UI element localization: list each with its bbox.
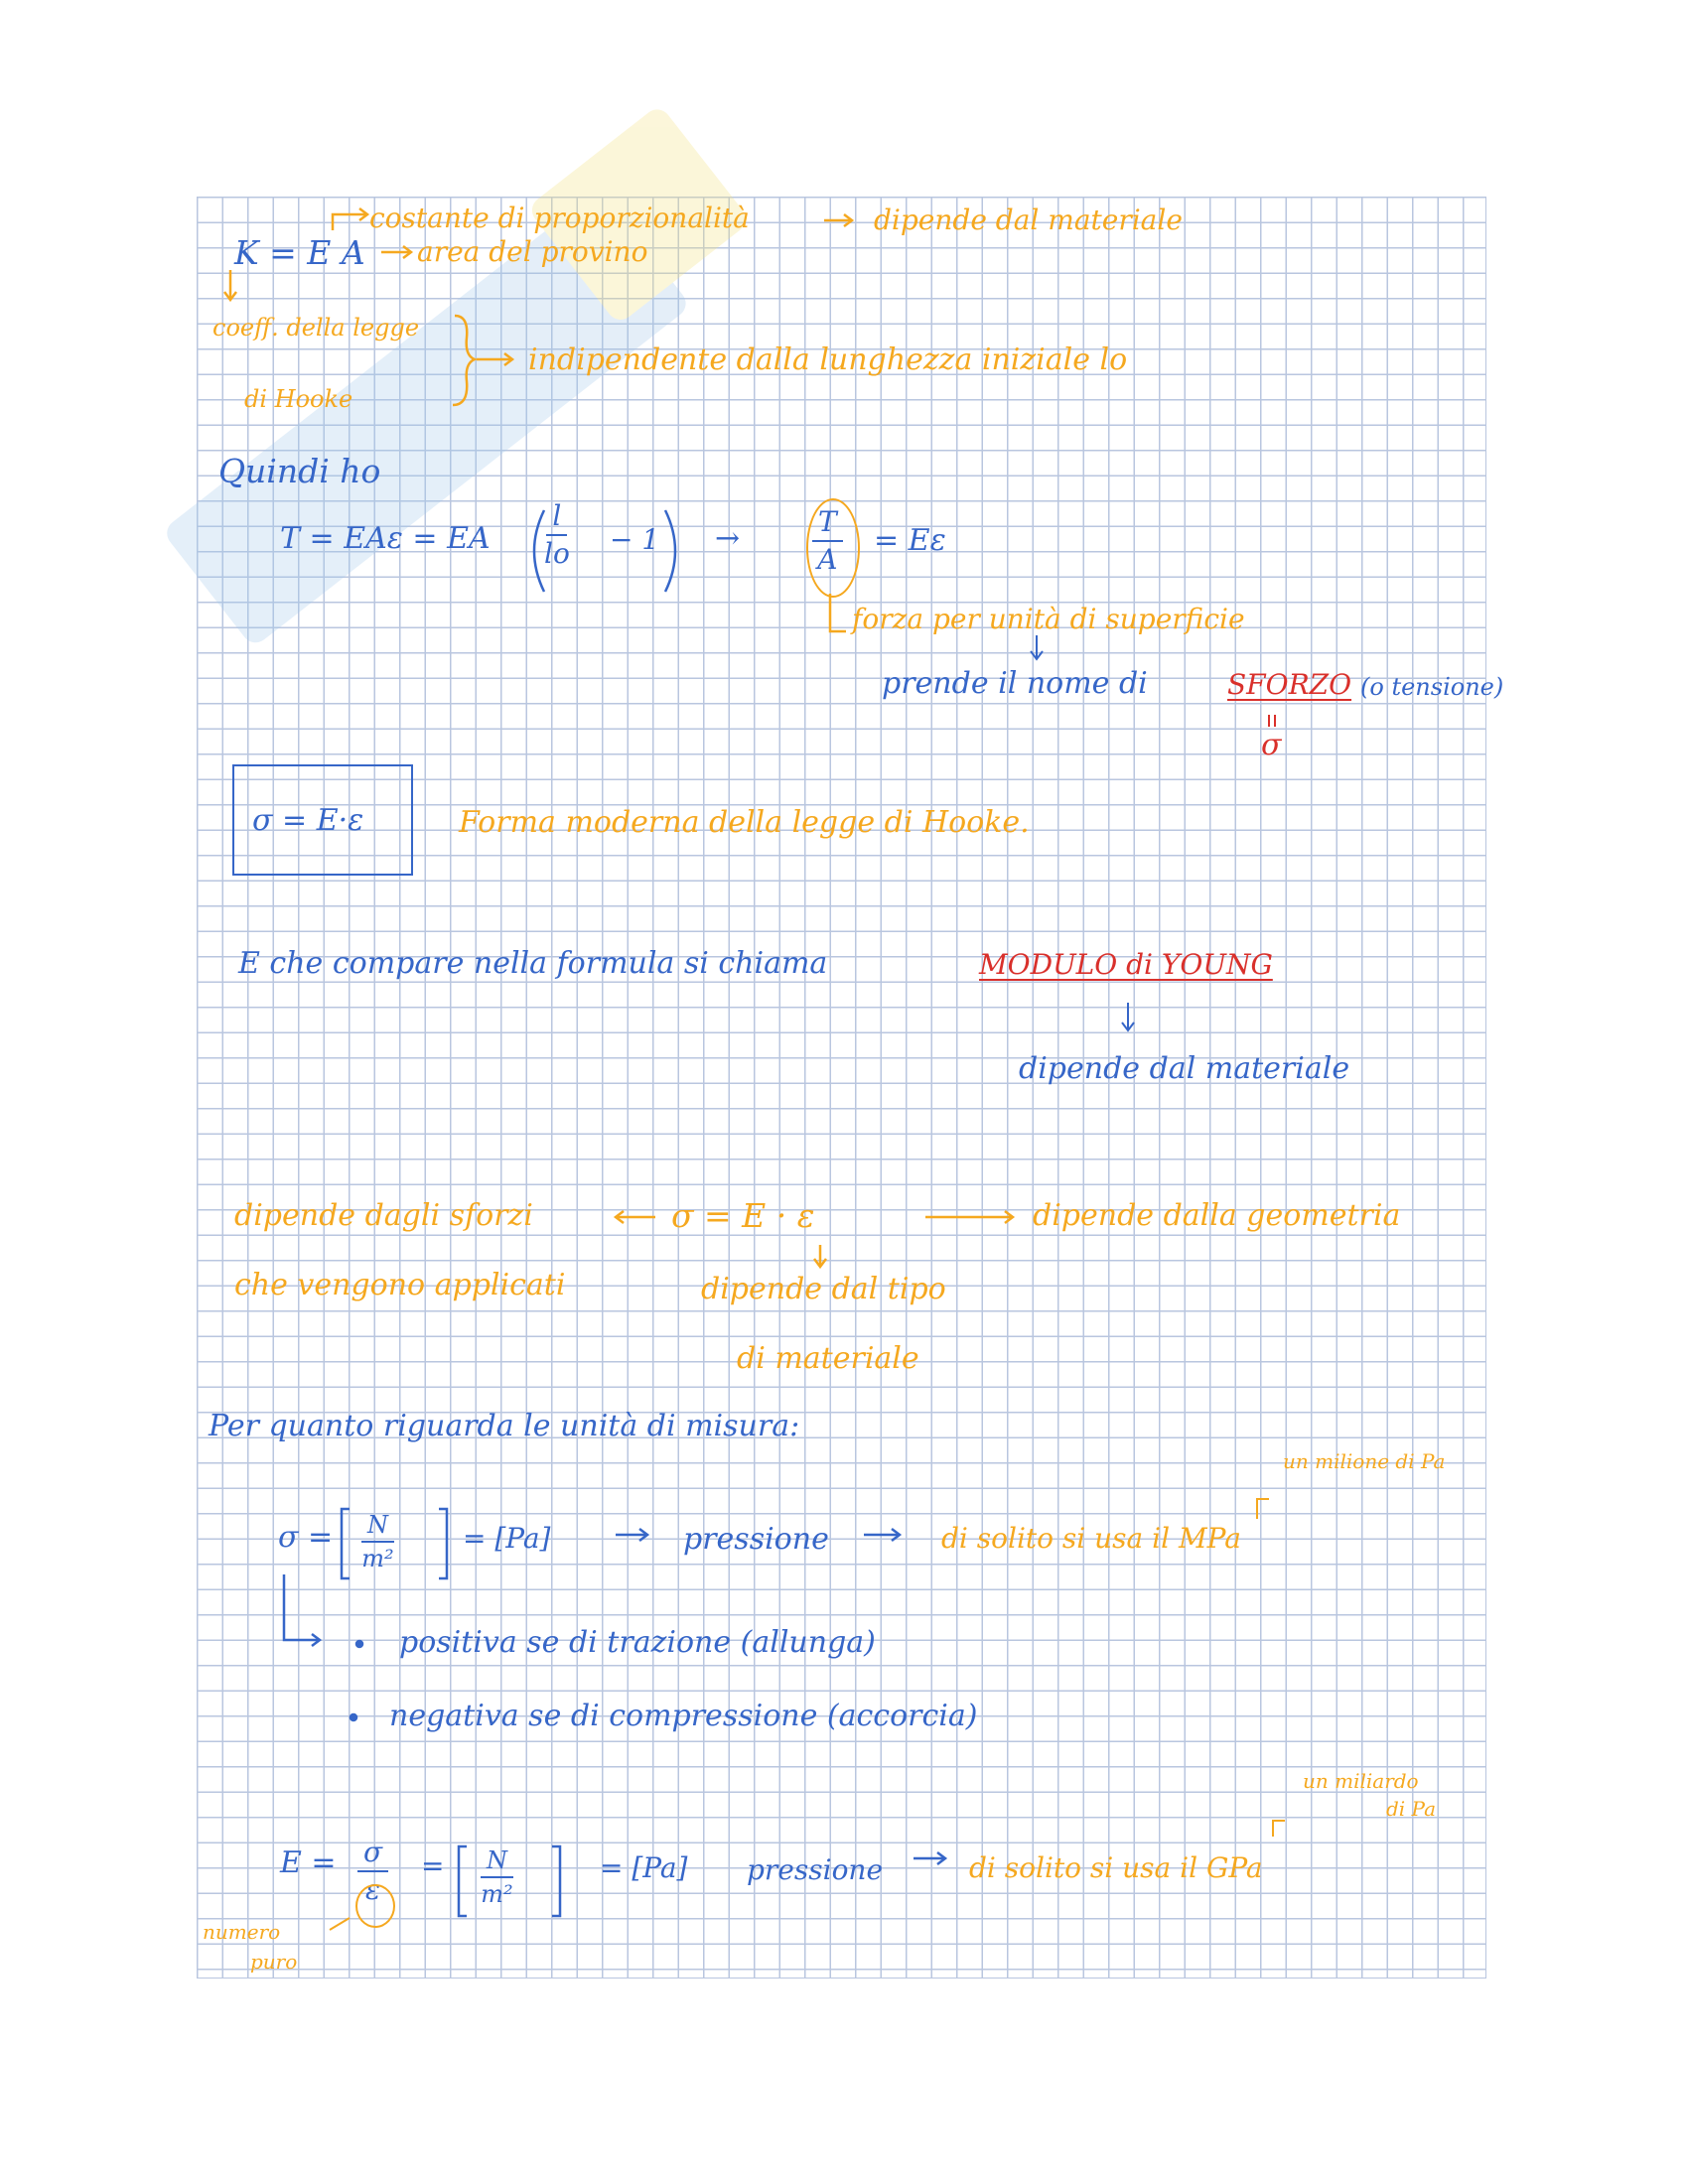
dep-formula: σ = E · ε — [671, 1196, 815, 1235]
units-sigma-lhs: σ = — [278, 1520, 334, 1555]
frac-n-e: N — [481, 1848, 513, 1878]
note-material: dipende dal materiale — [874, 204, 1183, 236]
dep-mid-line2: di materiale — [737, 1341, 919, 1376]
quindi-ho: Quindi ho — [218, 452, 381, 490]
million-note: un milione di Pa — [1283, 1449, 1446, 1473]
hooke-caption: Forma moderna della legge di Hooke. — [459, 805, 1030, 840]
fraction-n-m2 — [361, 1513, 394, 1570]
note-independent: indipendente dalla lunghezza iniziale lo — [528, 342, 1128, 377]
units-pa: = [Pa] — [463, 1522, 551, 1555]
frac-epsilon: ε — [365, 1873, 381, 1906]
fraction-l-lo — [544, 499, 570, 570]
fraction-t-a — [812, 505, 843, 576]
units-solito-gpa: di solito si usa il GPa — [969, 1851, 1263, 1884]
coef-line1: coeff. della legge — [212, 314, 420, 341]
numero-line1: numero — [203, 1920, 281, 1944]
young-text: E che compare nella formula si chiama — [238, 946, 828, 981]
minus-one: − 1 — [610, 523, 660, 556]
sforzo-label: SFORZO — [1227, 668, 1352, 701]
note-constant: costante di proporzionalità — [369, 202, 750, 234]
force-per-unit-note: forza per unità di superficie — [852, 603, 1245, 635]
coef-line2: di Hooke — [244, 385, 353, 413]
frac-m2-e: m² — [481, 1880, 513, 1908]
frac-t: T — [812, 508, 843, 542]
frac-l: l — [546, 502, 567, 536]
units-e-lhs: E = — [280, 1845, 337, 1880]
billion-line1: un miliardo — [1303, 1769, 1419, 1793]
units-pressione-e: pressione — [747, 1853, 884, 1886]
frac-n: N — [361, 1513, 394, 1543]
frac-a: A — [817, 543, 838, 576]
dep-mid-line1: dipende dal tipo — [701, 1272, 946, 1306]
formula-t-lhs: T = EAε = EA — [280, 521, 491, 556]
units-eq: = — [421, 1849, 445, 1882]
note-area: area del provino — [417, 235, 648, 268]
dep-right: dipende dalla geometria — [1033, 1198, 1401, 1233]
young-name: MODULO di YOUNG — [979, 948, 1273, 981]
equals-e-epsilon: = Eε — [874, 523, 946, 558]
frac-lo: lo — [544, 537, 570, 570]
circle-epsilon — [355, 1884, 395, 1928]
fraction-n-m2-e — [481, 1848, 513, 1906]
hooke-formula: σ = E·ε — [252, 803, 364, 838]
dep-left-line1: dipende dagli sforzi — [234, 1198, 533, 1233]
numero-line2: puro — [250, 1950, 298, 1974]
formula-k-ea: K = E A — [234, 233, 365, 272]
units-pressione: pressione — [683, 1522, 829, 1557]
units-heading: Per quanto riguarda le unità di misura: — [209, 1409, 800, 1443]
units-solito-mpa: di solito si usa il MPa — [941, 1522, 1241, 1555]
frac-sigma: σ — [357, 1839, 388, 1872]
prende-nome: prende il nome di — [882, 666, 1148, 701]
dep-left-line2: che vengono applicati — [234, 1268, 566, 1302]
young-note: dipende dal materiale — [1019, 1051, 1350, 1086]
units-pa-e: = [Pa] — [600, 1851, 688, 1884]
sigma-symbol: σ — [1261, 728, 1282, 762]
bullet-negative: negativa se di compressione (accorcia) — [389, 1699, 978, 1733]
tensione-label: (o tensione) — [1360, 673, 1504, 701]
frac-m2: m² — [361, 1545, 394, 1572]
arrow-to-ta: → — [715, 521, 741, 556]
billion-line2: di Pa — [1386, 1797, 1437, 1821]
bullet-positive: positiva se di trazione (allunga) — [399, 1625, 876, 1660]
